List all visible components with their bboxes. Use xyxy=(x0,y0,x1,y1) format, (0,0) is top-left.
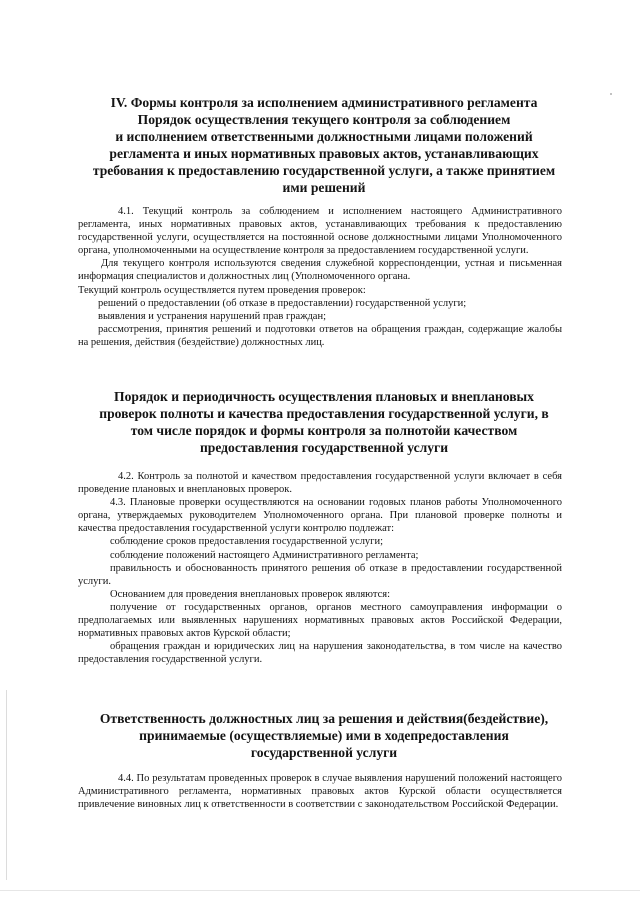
heading-line: IV. Формы контроля за исполнением административного регламента xyxy=(110,95,538,110)
heading-line: Ответственность должностных лиц за решения и действия(бездействие), xyxy=(99,711,549,726)
list-item: соблюдение положений настоящего Административного регламента; xyxy=(110,549,419,561)
list-item: получение от государственных органов, органов местного самоуправления информации о предполагаемых или выявленных нарушениях нормативных правовых актов Российской Федерации, нормативных правовых актов Курской области; xyxy=(78,601,562,640)
inspections-body xyxy=(78,470,562,666)
heading-line: государственной услуги xyxy=(250,745,398,760)
scan-edge-mark xyxy=(6,690,7,880)
heading-line: предоставления государственной услуги xyxy=(199,440,449,455)
heading-line: том числе порядок и формы контроля за полнотойи качеством xyxy=(130,423,518,438)
list-item: решений о предоставлении (об отказе в предоставлении) государственной услуги; xyxy=(98,297,467,309)
paragraph: Текущий контроль осуществляется путем проведения проверок: xyxy=(78,284,366,296)
list-item: обращения граждан и юридических лиц на нарушения законодательства, в том числе на качество предоставления государственной услуги. xyxy=(78,641,562,666)
heading-line: регламента и иных нормативных правовых актов, устанавливающих xyxy=(109,146,539,161)
paragraph-4-2: 4.2. Контроль за полнотой и качеством предоставления государственной услуги включает в себя проведение плановых и внеплановых проверок. xyxy=(78,471,562,496)
inspections-heading xyxy=(78,388,570,456)
list-item: правильность и обоснованность принятого решения об отказе в предоставлении государственной услуги. xyxy=(78,562,562,587)
heading-line: Порядок и периодичность осуществления плановых и внеплановых xyxy=(114,389,534,404)
list-item: выявления и устранения нарушений прав граждан; xyxy=(98,310,327,322)
list-item: рассмотрения, принятия решений и подготовки ответов на обращения граждан, содержащие жалобы на решения, действия (бездействие) должностных лиц. xyxy=(78,323,562,348)
heading-line: проверок полноты и качества предоставления государственной услуги, в xyxy=(99,406,549,421)
responsibility-heading xyxy=(78,710,570,761)
paragraph-4-4: 4.4. По результатам проведенных проверок в случае выявления нарушений положений настоящего Административного регламента, нормативных правовых актов Курской области осуществляется привлечение виновных лиц к ответственности в соответствии с законодательством Российской Федерации. xyxy=(78,773,562,811)
heading-line: требования к предоставлению государственной услуги, а также принятием xyxy=(92,163,556,178)
heading-line: принимаемые (осуществляемые) ими в ходепредоставления xyxy=(139,728,509,743)
section-4-body xyxy=(78,205,562,349)
heading-line: ими решений xyxy=(282,180,366,195)
scan-edge-mark xyxy=(0,890,640,891)
paragraph-4-1: 4.1. Текущий контроль за соблюдением и исполнением настоящего Административного регламента, иных нормативных правовых актов, устанавливающих требования к предоставлению государственной услуги, осуществляется на постоянной основе должностными лицами Уполномоченного органа, уполномоченными на осуществление контроля за предоставлением государственной услуги. xyxy=(78,206,562,257)
heading-line: и исполнением ответственными должностными лицами положений xyxy=(115,129,533,144)
list-item: соблюдение сроков предоставления государственной услуги; xyxy=(110,536,384,548)
section-4-heading xyxy=(78,94,570,196)
paragraph: Для текущего контроля используются сведения служебной корреспонденции, устная и письменная информация специалистов и должностных лиц (Уполномоченного органа. xyxy=(78,258,562,283)
paragraph-4-3: 4.3. Плановые проверки осуществляются на основании годовых планов работы Уполномоченного органа, утверждаемых руководителем Уполномоченного органа. При плановой проверке полноты и качества предоставления государственной услуги контролю подлежат: xyxy=(78,497,562,535)
scan-speck xyxy=(610,93,612,95)
paragraph: Основанием для проведения внеплановых проверок являются: xyxy=(110,588,390,600)
heading-line: Порядок осуществления текущего контроля за соблюдением xyxy=(137,112,511,127)
responsibility-body xyxy=(78,772,562,811)
